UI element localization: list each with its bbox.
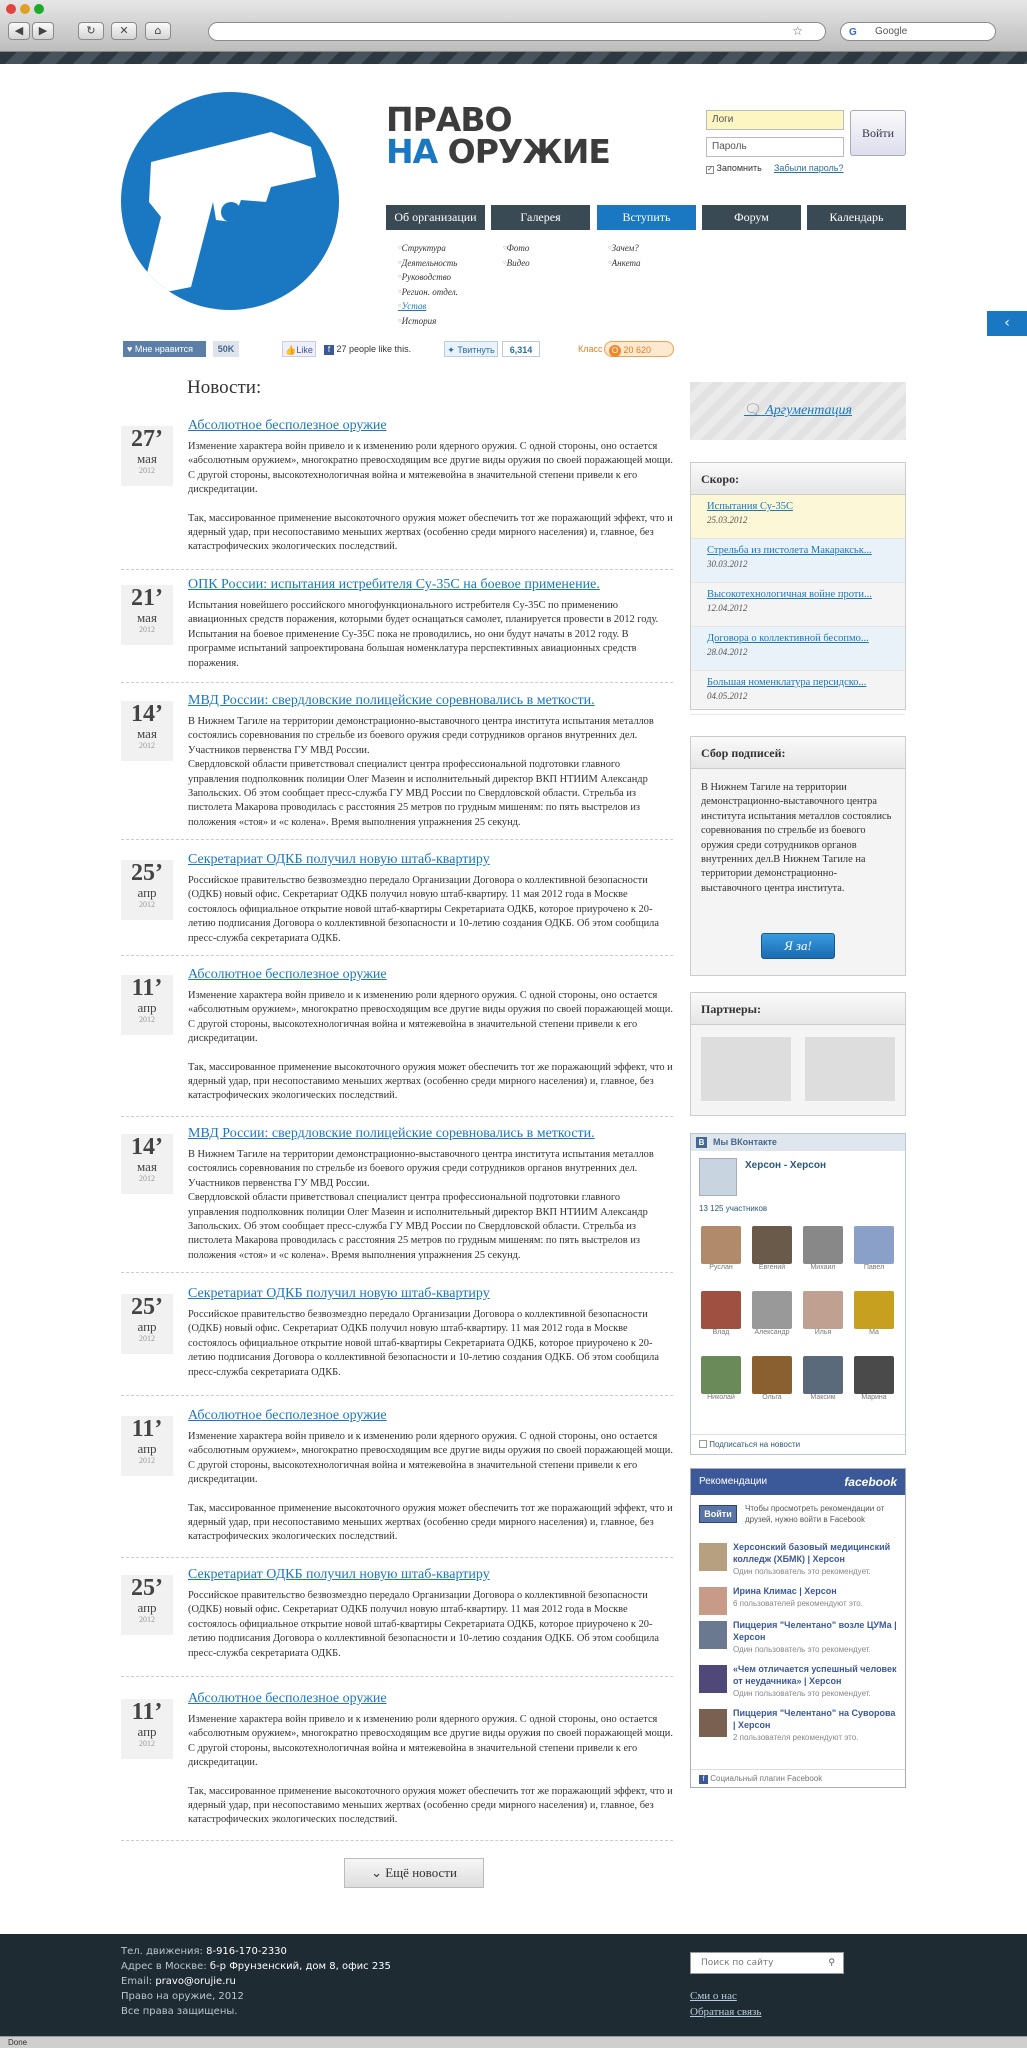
login-button[interactable]: Войти <box>850 110 906 156</box>
news-body <box>188 599 673 671</box>
tweet-button[interactable] <box>444 341 498 357</box>
vk-widget <box>690 1133 906 1455</box>
upcoming-title: Скоро: <box>691 463 905 495</box>
news-title-link[interactable]: Секретариат ОДКБ получил новую штаб-квартиру <box>188 852 490 867</box>
submenu-item[interactable]: ○ История <box>398 314 458 329</box>
browser-status-bar: Done <box>0 2036 1027 2048</box>
date-year: 2012 <box>139 1615 155 1624</box>
footer-phone <box>121 1946 287 1957</box>
nav-forum[interactable]: Форум <box>702 205 801 230</box>
news-item <box>121 693 673 840</box>
odnoklassniki-icon: О <box>609 345 621 357</box>
news-date <box>121 860 173 920</box>
news-paragraph: Так, массированное применение высокоточного оружия может обеспечить тот же поражающий эффект, что и ядерный удар, при несопоставимо меньших жертвах (особенно среди мирного населения) и, главное, без катастрофических экологических последствий. <box>188 512 673 553</box>
footer-link-media[interactable]: Сми о нас <box>690 1990 737 2002</box>
news-date <box>121 701 173 761</box>
signatures-box <box>690 736 906 976</box>
avatar <box>701 1226 741 1264</box>
signatures-title: Сбор подписей: <box>691 737 905 769</box>
partner-logo[interactable] <box>805 1037 895 1101</box>
fb-recommendation[interactable] <box>699 1541 899 1579</box>
more-news-label: Ещё новости <box>385 1865 457 1880</box>
fb-rec-title[interactable]: Пиццерия "Челентано" возле ЦУМа | Херсон <box>733 1620 897 1642</box>
event-item <box>691 671 905 715</box>
news-paragraph: Изменение характера войн привело и к изменению роли ядерного оружия. С одной стороны, оно остается «абсолютным оружием», многократно превосходящим все другие виды оружия по своей поражающей мощи. С другой стороны, высокотехнологичная война и мятежевойна в значительной степени привели к его дискредитации. <box>188 441 673 496</box>
vk-face-name: Влад <box>712 1329 730 1336</box>
submenu-item[interactable]: ○ Зачем? <box>608 241 641 256</box>
facebook-logo-icon: facebook <box>844 1475 897 1489</box>
news-date <box>121 1699 173 1759</box>
vk-face[interactable] <box>854 1291 894 1336</box>
partners-box <box>690 992 906 1116</box>
news-title-link[interactable]: Абсолютное бесполезное оружие <box>188 418 387 433</box>
checkbox-icon[interactable]: ✓ <box>707 166 713 173</box>
date-month: мая <box>137 610 157 625</box>
news-paragraph: В Нижнем Тагиле на территории демонстрационно-выставочного центра института испытания металлов состоялись соревнования по стрельбе из боевого оружия среди сотрудников органов внутренних дел. Участников первенства ГУ МВД России. Свердловской области приветствовал специалист центра профессиональной подготовки главного управления подполковник полиции Олег Мазеин и исполнительный директор ВКП НТИИМ Александр Запольских. Об этом сообщает пресс-служба ГУ МВД России по Свердловской области. Стрельба из пистолета Макарова проводилась с расстояния 25 метров по грудным мишеням: по пять выстрелов из положения «стоя» и «с колена». Время выполнения упражнения 25 секунд. <box>188 1149 654 1261</box>
stop-button[interactable]: ✕ <box>111 22 137 40</box>
submenu-item[interactable]: ○ Устав <box>398 299 458 314</box>
news-body <box>188 989 673 1104</box>
event-item <box>691 495 905 539</box>
bookmark-star-icon[interactable]: ☆ <box>792 24 803 38</box>
event-date: 12.04.2012 <box>707 603 748 613</box>
footer-link-feedback[interactable]: Обратная связь <box>690 2006 762 2018</box>
argument-label: Аргументация <box>765 403 853 418</box>
vk-face[interactable] <box>854 1356 894 1401</box>
reload-button[interactable]: ↻ <box>78 22 104 40</box>
phone-value[interactable]: 8-916-170-2330 <box>206 1946 287 1957</box>
ok-count: 20 620 <box>623 345 652 355</box>
date-day: 11’ <box>131 975 163 1001</box>
avatar <box>699 1621 727 1649</box>
fb-like-button[interactable] <box>282 341 316 357</box>
news-date <box>121 1134 173 1194</box>
news-body <box>188 1430 673 1545</box>
avatar <box>701 1356 741 1394</box>
avatar <box>752 1356 792 1394</box>
fb-footer[interactable] <box>691 1769 905 1787</box>
vk-face[interactable] <box>803 1226 843 1271</box>
vk-like-count: 50K <box>213 341 239 357</box>
news-item <box>121 1126 673 1273</box>
argument-link[interactable] <box>690 382 906 440</box>
footer-copyright: Право на оружие, 2012 <box>121 1991 244 2002</box>
event-link[interactable]: Стрельба из пистолета Макаракськ... <box>707 545 872 556</box>
fb-recommendation[interactable] <box>699 1585 899 1623</box>
avatar <box>854 1226 894 1264</box>
search-placeholder: Google <box>875 26 908 37</box>
vk-face-name: Александр <box>754 1329 790 1336</box>
news-title-link[interactable]: Абсолютное бесполезное оружие <box>188 967 387 982</box>
side-collapse-tab[interactable] <box>987 311 1027 336</box>
twitter-icon: ✦ <box>447 345 455 355</box>
vk-like-button[interactable] <box>123 341 206 357</box>
google-icon: G <box>849 27 857 38</box>
vk-face-name: Ольга <box>762 1394 782 1401</box>
date-year: 2012 <box>139 900 155 909</box>
news-item <box>121 1567 673 1677</box>
title-line1: ПРАВО <box>386 100 512 139</box>
vk-subscribe-label: Подписаться на новости <box>709 1440 801 1449</box>
event-date: 30.03.2012 <box>707 559 748 569</box>
date-day: 25’ <box>131 1575 163 1601</box>
date-year: 2012 <box>139 1456 155 1465</box>
header-stripe <box>0 52 1027 64</box>
event-item <box>691 583 905 627</box>
news-item <box>121 852 673 956</box>
news-paragraph: Так, массированное применение высокоточного оружия может обеспечить тот же поражающий эффект, что и ядерный удар, при несопоставимо меньших жертвах (особенно среди мирного населения) и, главное, без катастрофических экологических последствий. <box>188 1502 673 1543</box>
vk-face[interactable] <box>752 1356 792 1401</box>
vk-logo-icon: В <box>696 1137 707 1148</box>
submenu-item[interactable]: ○ Регион. отдел. <box>398 285 458 300</box>
date-month: апр <box>137 1724 157 1739</box>
fb-recommendation[interactable] <box>699 1619 899 1657</box>
heart-icon: ♥ <box>127 344 133 354</box>
close-window-icon[interactable] <box>6 4 16 14</box>
news-date <box>121 1294 173 1354</box>
fb-rec-sub: Один пользователь это рекомендует. <box>733 1689 871 1698</box>
avatar <box>752 1226 792 1264</box>
home-button[interactable]: ⌂ <box>145 22 171 40</box>
vk-members[interactable]: 13 125 участников <box>699 1204 768 1213</box>
avatar <box>699 1665 727 1693</box>
submenu-join <box>608 241 641 270</box>
vk-face-name: Марина <box>861 1394 887 1401</box>
avatar <box>854 1291 894 1329</box>
login-input[interactable]: Логи <box>706 110 844 130</box>
vk-face-name: Евгений <box>758 1264 786 1271</box>
fb-recommendation[interactable] <box>699 1707 899 1745</box>
vk-face-name: Ма <box>869 1329 879 1336</box>
facebook-icon: f <box>324 345 334 355</box>
event-link[interactable]: Испытания Су-35С <box>707 501 793 512</box>
date-day: 14’ <box>131 1134 163 1160</box>
avatar <box>752 1291 792 1329</box>
footer-address <box>121 1961 391 1972</box>
partners-title: Партнеры: <box>691 993 905 1025</box>
vk-face[interactable] <box>854 1226 894 1271</box>
date-month: апр <box>137 885 157 900</box>
event-item <box>691 627 905 671</box>
vk-face[interactable] <box>701 1291 741 1336</box>
address-bar[interactable] <box>208 22 826 41</box>
submenu-item[interactable]: ○ Структура <box>398 241 458 256</box>
fb-footer-label: Социальный плагин Facebook <box>710 1774 823 1783</box>
browser-search-input[interactable] <box>840 22 996 41</box>
news-body <box>188 1308 673 1380</box>
date-day: 14’ <box>131 701 163 727</box>
news-date <box>121 1416 173 1476</box>
date-year: 2012 <box>139 1015 155 1024</box>
partner-logo[interactable] <box>701 1037 791 1101</box>
date-month: апр <box>137 1000 157 1015</box>
news-paragraph: Российское правительство безвозмездно передало Организации Договора о коллективной безопасности (ОДКБ) новый офис. Секретариат ОДКБ получил новую штаб-квартиру. 11 мая 2012 года в Москве состоялось официальное открытие новой штаб-квартиры Секретариата ОДКБ, которое приурочено к 20-летию подписания Договора о коллективной безопасности и 10-летию создания ОДКБ. Об этом сообщила пресс-служба секретариата ОДКБ. <box>188 875 659 944</box>
logo-pistol-icon[interactable] <box>121 92 339 310</box>
vk-face-name: Михаил <box>810 1264 836 1271</box>
avatar <box>699 1543 727 1571</box>
tweet-count: 6,314 <box>502 341 540 357</box>
date-year: 2012 <box>139 1739 155 1748</box>
news-item <box>121 1286 673 1396</box>
news-date <box>121 1575 173 1635</box>
facebook-recommendations <box>690 1468 906 1788</box>
date-year: 2012 <box>139 466 155 475</box>
news-paragraph: В Нижнем Тагиле на территории демонстрационно-выставочного центра института испытания металлов состоялись соревнования по стрельбе из боевого оружия среди сотрудников органов внутренних дел. Участников первенства ГУ МВД России. Свердловской области приветствовал специалист центра профессиональной подготовки главного управления подполковник полиции Олег Мазеин и исполнительный директор ВКП НТИИМ Александр Запольских. Об этом сообщает пресс-служба ГУ МВД России по Свердловской области. Стрельба из пистолета Макарова проводилась с расстояния 25 метров по грудным мишеням: по пять выстрелов из положения «стоя» и «с колена». Время выполнения упражнения 25 секунд. <box>188 716 654 828</box>
news-paragraph: Российское правительство безвозмездно передало Организации Договора о коллективной безопасности (ОДКБ) новый офис. Секретариат ОДКБ получил новую штаб-квартиру. 11 мая 2012 года в Москве состоялось официальное открытие новой штаб-квартиры Секретариата ОДКБ, которое приурочено к 20-летию подписания Договора о коллективной безопасности и 10-летию создания ОДКБ. Об этом сообщила пресс-служба секретариата ОДКБ. <box>188 1590 659 1659</box>
footer <box>0 1934 1027 2036</box>
zoom-window-icon[interactable] <box>34 4 44 14</box>
password-input[interactable]: Пароль <box>706 137 844 157</box>
avatar <box>803 1356 843 1394</box>
address-label: Адрес в Москве: <box>121 1961 207 1972</box>
fb-rec-title[interactable]: Ирина Климас | Херсон <box>733 1586 837 1596</box>
ok-like-button[interactable] <box>604 341 674 357</box>
tweet-label: Твитнуть <box>457 345 495 355</box>
avatar <box>699 1709 727 1737</box>
footer-rights: Все права защищены. <box>121 2006 238 2017</box>
news-paragraph: Испытания новейшего российского многофункционального истребителя Су-35С по применению авиационных средств поражения, которыми будет оснащаться самолет, планируется провести в 2012 году. Испытания на боевое применение Су-35С пока не проводились, но они будут начаты в 2012 году. В программе испытаний запроектирована большая номенклатура перспективных авиационных средств поражения. <box>188 600 659 669</box>
forward-button[interactable]: ▶ <box>32 22 54 40</box>
news-title-link[interactable]: Секретариат ОДКБ получил новую штаб-квартиру <box>188 1286 490 1301</box>
vk-face-name: Максим <box>810 1394 836 1401</box>
browser-toolbar <box>0 0 1027 52</box>
date-month: апр <box>137 1441 157 1456</box>
date-month: мая <box>137 726 157 741</box>
footer-email <box>121 1976 236 1987</box>
date-day: 11’ <box>131 1416 163 1442</box>
thumb-icon: 👍 <box>285 345 297 355</box>
event-link[interactable]: Высокотехнологичная войне проти... <box>707 589 872 600</box>
fb-like-count: 27 people like this. <box>336 344 412 354</box>
news-title-link[interactable]: Абсолютное бесполезное оружие <box>188 1408 387 1423</box>
vk-face-name: Руслан <box>709 1264 733 1271</box>
vk-face[interactable] <box>752 1291 792 1336</box>
submenu-item[interactable]: ○ Деятельность <box>398 256 458 271</box>
date-month: апр <box>137 1319 157 1334</box>
date-day: 25’ <box>131 1294 163 1320</box>
site-title[interactable] <box>386 100 610 171</box>
facebook-icon: f <box>699 1775 708 1784</box>
news-item <box>121 577 673 683</box>
news-body <box>188 715 673 830</box>
news-paragraph: Изменение характера войн привело и к изменению роли ядерного оружия. С одной стороны, оно остается «абсолютным оружием», многократно превосходящим все другие виды оружия по своей поражающей мощи. С другой стороны, высокотехнологичная война и мятежевойна в значительной степени привели к его дискредитации. <box>188 1431 673 1486</box>
sign-button[interactable]: Я за! <box>761 933 835 959</box>
title-line2: ОРУЖИЕ <box>447 132 610 171</box>
fb-rec-title[interactable]: Херсонский базовый медицинский колледж (ХБМК) | Херсон <box>733 1542 891 1564</box>
vk-face-name: Илья <box>814 1329 832 1336</box>
fb-rec-sub: Один пользователь это рекомендует. <box>733 1567 871 1576</box>
submenu-item[interactable]: ○ Руководство <box>398 270 458 285</box>
news-body <box>188 874 673 946</box>
news-paragraph: Изменение характера войн привело и к изменению роли ядерного оружия. С одной стороны, оно остается «абсолютным оружием», многократно превосходящим все другие виды оружия по своей поражающей мощи. С другой стороны, высокотехнологичная война и мятежевойна в значительной степени привели к его дискредитации. <box>188 990 673 1045</box>
vk-face-name: Николай <box>707 1394 735 1401</box>
date-day: 27’ <box>131 426 163 452</box>
more-news-button[interactable] <box>344 1858 484 1888</box>
avatar <box>803 1226 843 1264</box>
fb-rec-sub: Один пользователь это рекомендует. <box>733 1645 871 1654</box>
speech-bubble-icon: 🗨 <box>743 403 762 418</box>
nav-about[interactable]: Об организации <box>386 205 485 230</box>
date-day: 21’ <box>131 585 163 611</box>
vk-face[interactable] <box>803 1356 843 1401</box>
date-month: мая <box>137 1159 157 1174</box>
remember-checkbox[interactable] <box>706 163 762 174</box>
date-year: 2012 <box>139 1174 155 1183</box>
submenu-about <box>398 241 458 328</box>
news-title-link[interactable]: ОПК России: испытания истребителя Су-35С на боевое применение. <box>188 577 600 592</box>
vk-group-avatar[interactable] <box>699 1158 737 1196</box>
news-body <box>188 1713 673 1828</box>
address-value: б-р Фрунзенский, дом 8, офис 235 <box>209 1961 391 1972</box>
news-date <box>121 426 173 486</box>
fb-recommendation[interactable] <box>699 1663 899 1701</box>
back-button[interactable]: ◀ <box>8 22 30 40</box>
submenu-item[interactable]: ○ Анкета <box>608 256 641 271</box>
fb-like-label: Like <box>296 345 313 355</box>
search-icon[interactable]: ⚲ <box>828 1958 835 1968</box>
news-heading: Новости: <box>187 377 262 398</box>
event-item <box>691 539 905 583</box>
avatar <box>854 1356 894 1394</box>
fb-login-button[interactable]: Войти <box>699 1505 737 1523</box>
checkbox-icon[interactable] <box>699 1440 707 1448</box>
remember-label: Запомнить <box>716 163 762 173</box>
submenu-item[interactable]: ○ Фото <box>503 241 530 256</box>
date-day: 25’ <box>131 860 163 886</box>
ok-label: Класс <box>578 344 603 354</box>
news-item <box>121 967 673 1117</box>
vk-header-label: Мы ВКонтакте <box>713 1137 777 1147</box>
vk-group-name[interactable]: Херсон - Херсон <box>745 1160 826 1171</box>
fb-header-label: Рекомендации <box>699 1476 768 1487</box>
news-title-link[interactable]: МВД России: свердловские полицейские соревновались в меткости. <box>188 1126 595 1141</box>
submenu-gallery <box>503 241 530 270</box>
forgot-password-link[interactable]: Забыли пароль? <box>774 163 844 173</box>
news-body <box>188 440 673 555</box>
news-item <box>121 1691 673 1841</box>
signatures-text: В Нижнем Тагиле на территории демонстрационно-выставочного центра института испытания металлов состоялись соревнования по стрельбе из боевого оружия среди сотрудников органов внутренних дел.В Нижнем Тагиле на территории демонстрационно-выставочного центра института. <box>701 782 892 894</box>
email-link[interactable]: pravo@orujie.ru <box>155 1976 236 1987</box>
avatar <box>803 1291 843 1329</box>
date-month: мая <box>137 451 157 466</box>
event-date: 04.05.2012 <box>707 691 748 701</box>
submenu-item[interactable]: ○ Видео <box>503 256 530 271</box>
date-day: 11’ <box>131 1699 163 1725</box>
news-paragraph: Российское правительство безвозмездно передало Организации Договора о коллективной безопасности (ОДКБ) новый офис. Секретариат ОДКБ получил новую штаб-квартиру. 11 мая 2012 года в Москве состоялось официальное открытие новой штаб-квартиры Секретариата ОДКБ, которое приурочено к 20-летию подписания Договора о коллективной безопасности и 10-летию создания ОДКБ. Об этом сообщила пресс-служба секретариата ОДКБ. <box>188 1309 659 1378</box>
minimize-window-icon[interactable] <box>20 4 30 14</box>
news-title-link[interactable]: МВД России: свердловские полицейские соревновались в меткости. <box>188 693 595 708</box>
news-body <box>188 1589 673 1661</box>
fb-rec-title[interactable]: Пиццерия "Челентано" на Суворова | Херсон <box>733 1708 896 1730</box>
event-date: 28.04.2012 <box>707 647 748 657</box>
email-label: Email: <box>121 1976 153 1987</box>
nav-join[interactable]: Вступить <box>597 205 696 230</box>
news-title-link[interactable]: Абсолютное бесполезное оружие <box>188 1691 387 1706</box>
news-title-link[interactable]: Секретариат ОДКБ получил новую штаб-квартиру <box>188 1567 490 1582</box>
vk-subscribe[interactable] <box>691 1434 905 1454</box>
avatar <box>699 1587 727 1615</box>
vk-face[interactable] <box>701 1356 741 1401</box>
fb-rec-title[interactable]: «Чем отличается успешный человек от неудачника» | Херсон <box>733 1664 897 1686</box>
date-year: 2012 <box>139 625 155 634</box>
fb-login-text: Чтобы просмотреть рекомендации от друзей, нужно войти в Facebook <box>745 1504 885 1524</box>
news-item <box>121 1408 673 1558</box>
news-date <box>121 585 173 645</box>
vk-header <box>691 1134 905 1151</box>
date-month: апр <box>137 1600 157 1615</box>
news-paragraph: Так, массированное применение высокоточного оружия может обеспечить тот же поражающий эффект, что и ядерный удар, при несопоставимо меньших жертвах (особенно среди мирного населения) и, главное, без катастрофических экологических последствий. <box>188 1061 673 1102</box>
news-item <box>121 418 673 570</box>
fb-header <box>691 1469 905 1495</box>
vk-face[interactable] <box>701 1226 741 1271</box>
avatar <box>701 1291 741 1329</box>
news-paragraph: Изменение характера войн привело и к изменению роли ядерного оружия. С одной стороны, оно остается «абсолютным оружием», многократно превосходящим все другие виды оружия по своей поражающей мощи. С другой стороны, высокотехнологичная война и мятежевойна в значительной степени привели к его дискредитации. <box>188 1714 673 1769</box>
upcoming-events-box <box>690 462 906 710</box>
title-na: НА <box>386 132 438 171</box>
vk-face[interactable] <box>803 1291 843 1336</box>
search-placeholder: Поиск по сайту <box>701 1958 774 1968</box>
event-date: 25.03.2012 <box>707 515 748 525</box>
event-link[interactable]: Большая номенклатура персидско... <box>707 677 867 688</box>
chevron-left-icon: ‹ <box>1004 315 1010 331</box>
fb-rec-sub: 6 пользователей рекомендуют это. <box>733 1599 863 1608</box>
date-year: 2012 <box>139 1334 155 1343</box>
news-body <box>188 1148 673 1263</box>
news-paragraph: Так, массированное применение высокоточного оружия может обеспечить тот же поражающий эффект, что и ядерный удар, при несопоставимо меньших жертвах (особенно среди мирного населения) и, главное, без катастрофических экологических последствий. <box>188 1785 673 1826</box>
double-chevron-down-icon: ⌄ <box>371 1865 382 1880</box>
fb-like-text <box>324 341 411 357</box>
event-link[interactable]: Договора о коллективной бесопмо... <box>707 633 869 644</box>
date-year: 2012 <box>139 741 155 750</box>
nav-gallery[interactable]: Галерея <box>491 205 590 230</box>
vk-face[interactable] <box>752 1226 792 1271</box>
site-search-input[interactable] <box>690 1952 844 1974</box>
nav-calendar[interactable]: Календарь <box>807 205 906 230</box>
news-date <box>121 975 173 1035</box>
phone-label: Тел. движения: <box>121 1946 203 1957</box>
fb-rec-sub: 2 пользователя рекомендуют это. <box>733 1733 859 1742</box>
vk-face-name: Павел <box>863 1264 885 1271</box>
vk-like-label: Мне нравится <box>134 344 194 354</box>
